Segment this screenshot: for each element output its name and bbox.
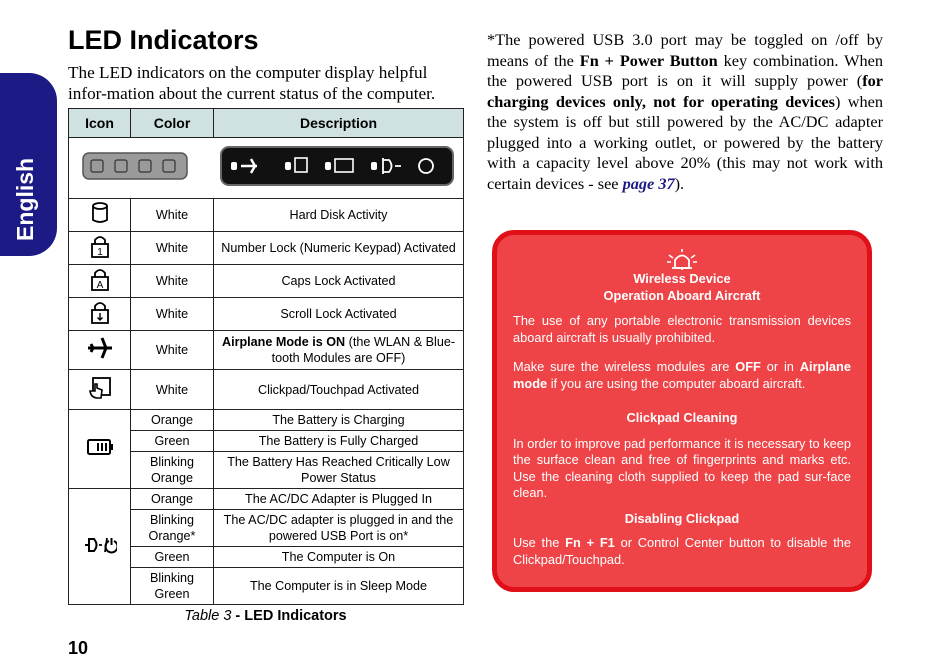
color-cell: White [131, 232, 214, 265]
hard-disk-icon [85, 200, 115, 226]
description-cell: Hard Disk Activity [214, 199, 464, 232]
alert-p2-text-b: or in [760, 359, 800, 374]
description-cell: The Battery is Fully Charged [214, 431, 464, 452]
status-led-strip [83, 153, 187, 179]
table-caption-title: - LED Indicators [231, 608, 347, 624]
usb-note-text-4: ). [674, 173, 685, 193]
alert-p2-off: OFF [735, 359, 761, 374]
table-row [69, 489, 464, 510]
description-cell [214, 331, 464, 370]
language-tab [0, 73, 57, 256]
icon-cell [69, 410, 131, 489]
table-row [69, 232, 464, 265]
table-caption-number: Table 3 [184, 608, 232, 624]
led-indicators-table [68, 108, 464, 605]
color-cell: White [131, 298, 214, 331]
color-cell: Orange [131, 489, 214, 510]
color-cell: White [131, 199, 214, 232]
table-caption [68, 608, 463, 624]
icon-cell [69, 232, 131, 265]
led-panel-illustration [71, 141, 461, 191]
header-description: Description [214, 109, 464, 138]
table-row [69, 331, 464, 370]
airplane-icon [85, 335, 115, 361]
description-cell: The AC/DC adapter is plugged in and the powered USB Port is on* [214, 510, 464, 547]
alert-p2-text-a: Make sure the wireless modules are [513, 359, 736, 374]
color-cell: Green [131, 431, 214, 452]
clickpad-icon [85, 375, 115, 401]
alert-heading-aircraft: Operation Aboard Aircraft [603, 287, 761, 303]
alert-p4-key: Fn + F1 [565, 535, 615, 550]
usb-note-text-3: ) when the system is off but still powered by the AC/DC adapter plugged into a working outlet, or powered by the battery with a capacity level above 20% (this may not work with certain devices - see [487, 91, 883, 193]
description-cell: The Computer is On [214, 547, 464, 568]
description-cell: Number Lock (Numeric Keypad) Activated [214, 232, 464, 265]
table-row [69, 370, 464, 410]
description-cell: Scroll Lock Activated [214, 298, 464, 331]
charging-only-note: for charging devices only, not for operating devices [487, 71, 883, 111]
icon-cell [69, 331, 131, 370]
led-panel-cell [69, 138, 464, 199]
color-cell: Blinking Orange* [131, 510, 214, 547]
scroll-lock-icon [85, 299, 115, 325]
icon-cell [69, 265, 131, 298]
battery-icon [85, 434, 115, 460]
alert-heading-wireless: Wireless Device [633, 271, 731, 286]
description-cell: Caps Lock Activated [214, 265, 464, 298]
color-cell: White [131, 331, 214, 370]
alert-icon-wrap [513, 249, 851, 271]
page-37-link[interactable]: page 37 [622, 173, 675, 193]
alert-p4-text-a: Use the [513, 535, 566, 550]
language-label: English [12, 157, 38, 241]
fn-power-key: Fn + Power Button [579, 50, 718, 70]
alert-p4-text-b: or Control Center button to disable the Clickpad/Touchpad. [513, 535, 851, 567]
header-icon: Icon [69, 109, 131, 138]
table-header-row [69, 109, 464, 138]
description-cell: The Computer is in Sleep Mode [214, 568, 464, 605]
usb-note-paragraph [487, 30, 883, 194]
alert-paragraph-4 [513, 535, 851, 568]
icon-cell [69, 298, 131, 331]
intro-text: The LED indicators on the computer display helpful infor-mation about the current status of the computer. [68, 63, 436, 103]
color-cell: Blinking Orange [131, 452, 214, 489]
alert-p2-text-c: if you are using the computer aboard aircraft. [547, 375, 806, 391]
svg-text:1: 1 [96, 247, 103, 258]
description-cell: The AC/DC Adapter is Plugged In [214, 489, 464, 510]
svg-text:A: A [96, 280, 103, 291]
table-row [69, 265, 464, 298]
alert-heading-disabling-clickpad: Disabling Clickpad [624, 510, 740, 526]
page-number: 10 [68, 638, 89, 658]
alert-paragraph-1: The use of any portable electronic transmission devices aboard aircraft is usually prohibited. [513, 313, 851, 345]
airplane-mode-bold: Airplane Mode is ON [221, 335, 346, 349]
color-cell: Green [131, 547, 214, 568]
number-lock-icon [85, 233, 115, 259]
airplane-mode-rest: (the WLAN & Blue-tooth Modules are OFF) [271, 335, 456, 365]
description-cell: Clickpad/Touchpad Activated [214, 370, 464, 410]
color-cell: White [131, 370, 214, 410]
icon-cell [69, 370, 131, 410]
header-color: Color [131, 109, 214, 138]
color-cell: Blinking Green [131, 568, 214, 605]
led-panel-row [69, 138, 464, 199]
table-row [69, 199, 464, 232]
icon-cell [69, 489, 131, 605]
table-row [69, 410, 464, 431]
color-cell: Orange [131, 410, 214, 431]
usb-note-text-1: *The powered USB 3.0 port may be toggled on /off by means of the [487, 30, 883, 70]
power-adapter-icon [83, 532, 117, 558]
caps-lock-icon [85, 266, 115, 292]
wireless-alert-icon [665, 249, 699, 271]
color-cell: White [131, 265, 214, 298]
alert-paragraph-3: In order to improve pad performance it is necessary to keep the surface clean and free of fingerprints and marks etc. Use the cleaning cloth supplied to keep the pad sur-face clean. [513, 435, 851, 500]
description-cell: The Battery Has Reached Critically Low Power Status [214, 452, 464, 489]
table-row [69, 298, 464, 331]
page-title: LED Indicators [68, 25, 259, 55]
wireless-warning-box [492, 230, 872, 592]
alert-paragraph-2 [513, 359, 851, 392]
description-cell: The Battery is Charging [214, 410, 464, 431]
usb-note-text-2: key combination. When the powered USB port is on it will supply power ( [487, 50, 883, 90]
icon-cell [69, 199, 131, 232]
alert-p2-airplane: Airplane mode [513, 359, 851, 391]
alert-heading-clickpad-cleaning: Clickpad Cleaning [626, 410, 738, 425]
